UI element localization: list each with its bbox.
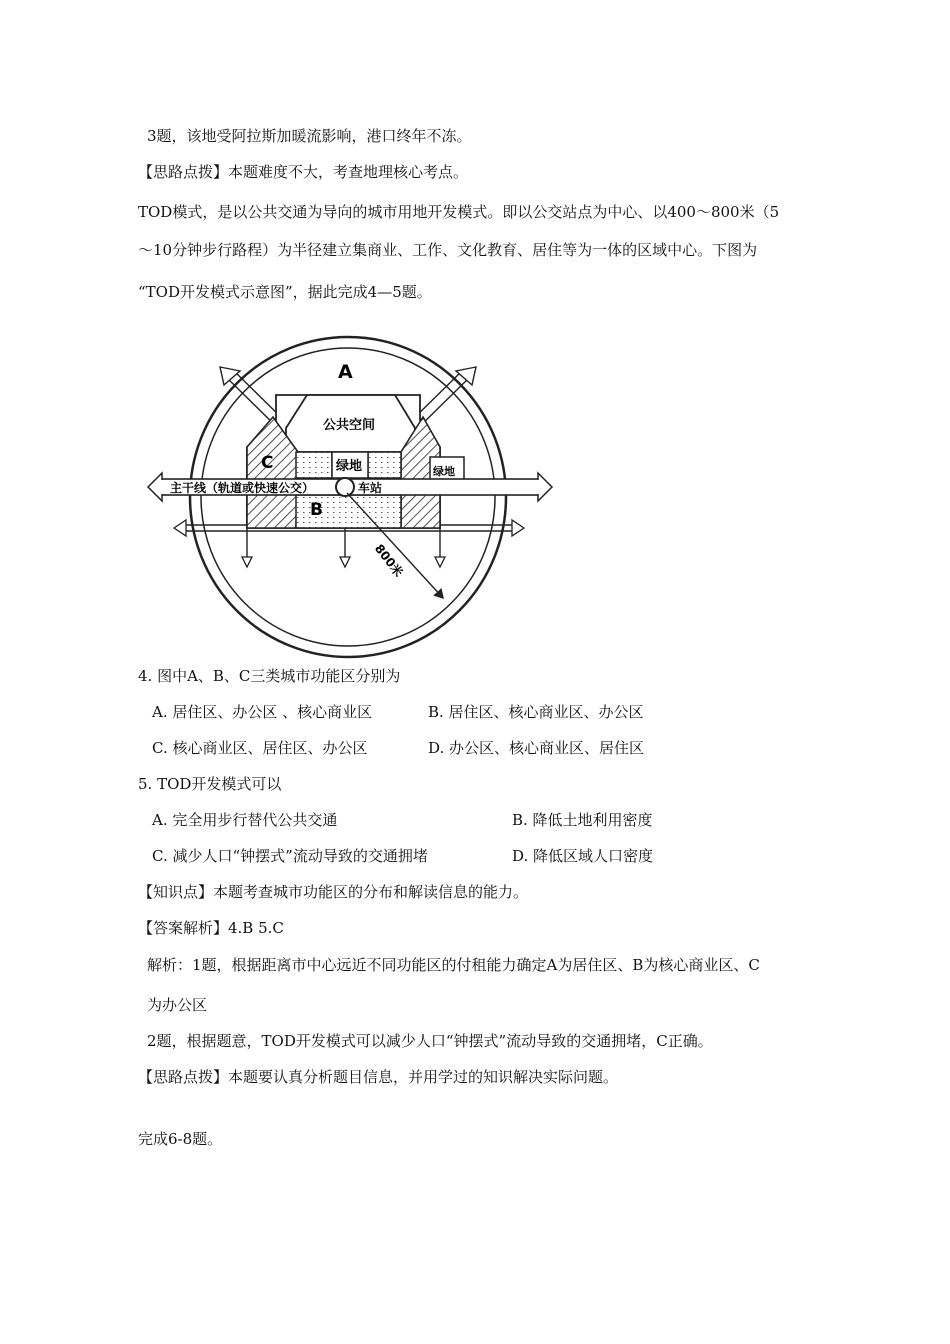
- explanation-line: 为办公区: [147, 996, 208, 1014]
- q5-option-d: D. 降低区域人口密度: [512, 847, 654, 865]
- tod-diagram: [140, 335, 560, 665]
- q5-option-a: A. 完全用步行替代公共交通: [152, 811, 338, 829]
- q4-option-c: C. 核心商业区、居住区、办公区: [152, 739, 368, 757]
- radius-label: 800米: [371, 541, 406, 580]
- knowledge-point: 【知识点】本题考查城市功能区的分布和解读信息的能力。: [138, 883, 529, 901]
- main-line-label: 主干线（轨道或快速公交）: [170, 481, 315, 495]
- tip-line: 【思路点拨】本题要认真分析题目信息，并用学过的知识解决实际问题。: [138, 1068, 619, 1086]
- q5-option-c: C. 减少人口“钟摆式”流动导致的交通拥堵: [152, 847, 428, 865]
- label-c: C: [261, 453, 274, 473]
- label-a: A: [338, 361, 353, 383]
- explanation-line: 2题，根据题意，TOD开发模式可以减少人口“钟摆式”流动导致的交通拥堵，C正确。: [147, 1032, 713, 1050]
- label-b: B: [310, 500, 323, 520]
- q5-stem: 5. TOD开发模式可以: [138, 775, 282, 793]
- vertical-road-arrows: [242, 557, 445, 567]
- text-line: “TOD开发模式示意图”，据此完成4—5题。: [138, 283, 432, 301]
- text-line: TOD模式，是以公共交通为导向的城市用地开发模式。即以公交站点为中心、以400～800米（5: [138, 203, 780, 221]
- station-label: 车站: [358, 481, 383, 495]
- text-line: 【思路点拨】本题难度不大，考查地理核心考点。: [138, 163, 469, 181]
- q4-option-a: A. 居住区、办公区 、核心商业区: [152, 703, 373, 721]
- q4-option-b: B. 居住区、核心商业区、办公区: [428, 703, 644, 721]
- text-line: ～10分钟步行路程）为半径建立集商业、工作、文化教育、居住等为一体的区域中心。下图为: [138, 241, 758, 259]
- answer-line: 【答案解析】4.B 5.C: [138, 919, 284, 937]
- green-center-label: 绿地: [336, 459, 363, 474]
- q5-option-b: B. 降低土地利用密度: [512, 811, 653, 829]
- public-space-label: 公共空间: [323, 418, 376, 433]
- next-section: 完成6-8题。: [138, 1130, 223, 1148]
- green-right-label: 绿地: [433, 465, 455, 478]
- explanation-line: 解析：1题，根据距离市中心远近不同功能区的付租能力确定A为居住区、B为核心商业区、C: [147, 956, 760, 974]
- station-marker: [336, 478, 354, 496]
- q4-stem: 4. 图中A、B、C三类城市功能区分别为: [138, 667, 401, 685]
- q4-option-d: D. 办公区、核心商业区、居住区: [428, 739, 645, 757]
- text-line: 3题，该地受阿拉斯加暖流影响，港口终年不冻。: [147, 127, 472, 145]
